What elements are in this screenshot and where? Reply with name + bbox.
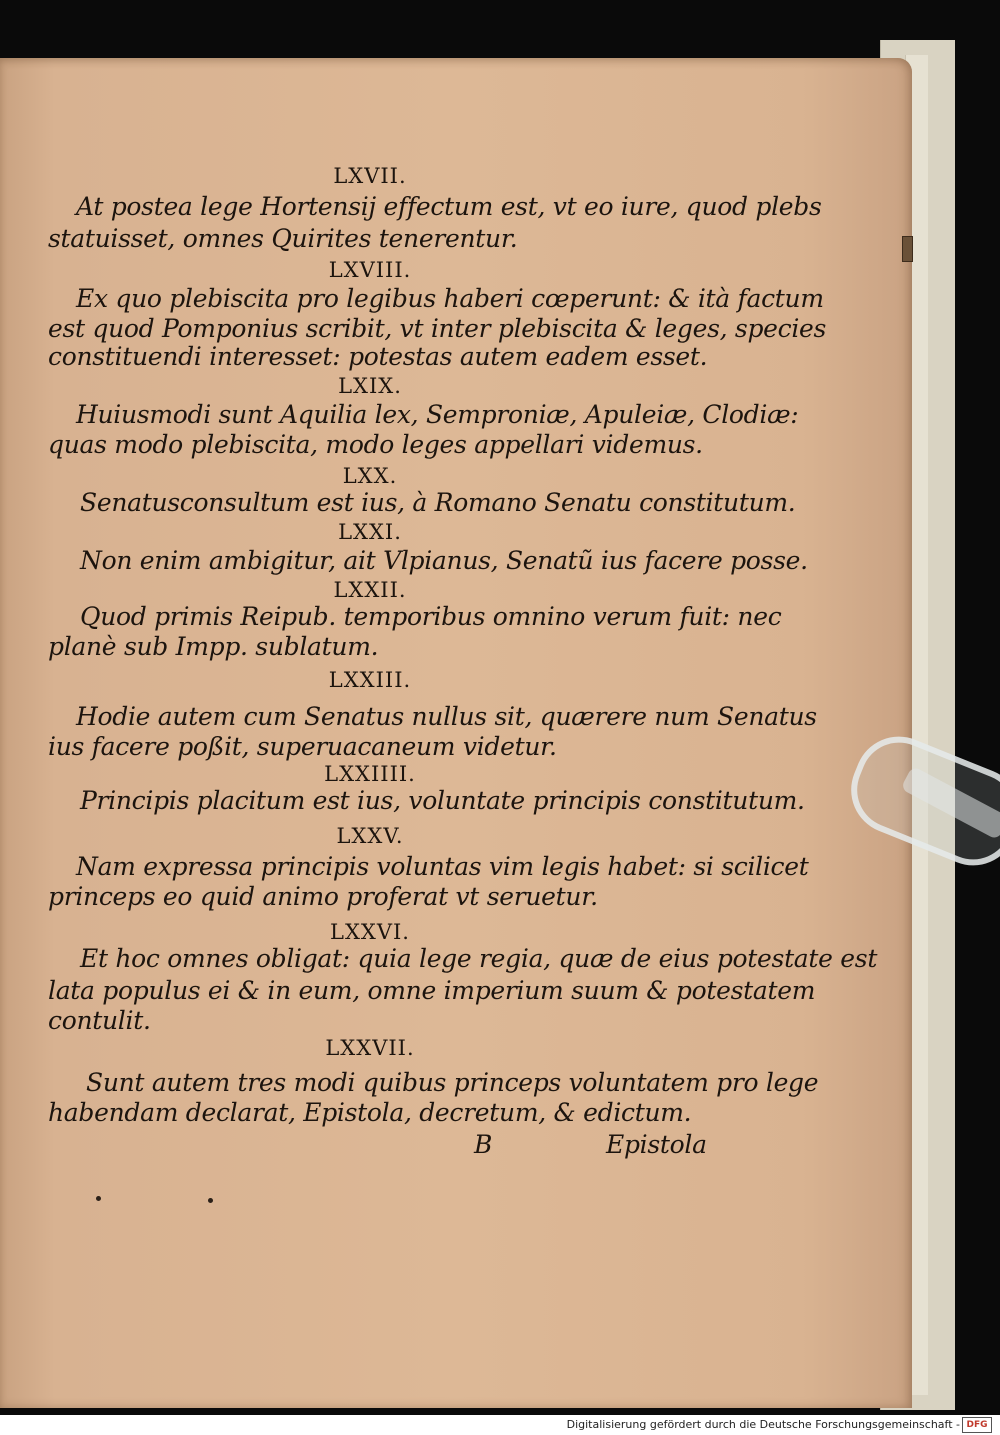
text-line: habendam declarat, Epistola, decretum, & edictum. [48,1098,692,1127]
dfg-logo-icon: DFG [962,1417,992,1433]
section-number: LXXVII. [325,1036,415,1060]
section-number: LXXVI. [330,920,410,944]
text-line: Sunt autem tres modi quibus princeps voluntatem pro lege [86,1068,819,1097]
text-line: statuisset, omnes Quirites tenerentur. [48,224,518,253]
text-line: Non enim ambigitur, ait Vlpianus, Senatũ ius facere posse. [80,546,808,575]
book-page [0,58,912,1408]
text-line: Principis placitum est ius, voluntate principis constitutum. [80,786,805,815]
text-line: Nam expressa principis voluntas vim legis habet: si scilicet [76,852,809,881]
text-line: contulit. [48,1006,151,1035]
section-number: LXXII. [333,578,407,602]
signature-mark: B [474,1130,493,1159]
catchword: Epistola [606,1130,707,1159]
ink-speck [96,1196,101,1201]
text-line: constituendi interesset: potestas autem eadem esset. [48,342,708,371]
text-line: Hodie autem cum Senatus nullus sit, quærere num Senatus [76,702,817,731]
footer-bar [0,1415,1000,1435]
text-line: est quod Pomponius scribit, vt inter plebiscita & leges, species [48,314,827,343]
section-number: LXIX. [338,374,402,398]
text-line: Senatusconsultum est ius, à Romano Senatu constitutum. [80,488,796,517]
text-line: Huiusmodi sunt Aquilia lex, Semproniæ, Apuleiæ, Clodiæ: [76,400,799,429]
text-line: Quod primis Reipub. temporibus omnino verum fuit: nec [80,602,782,631]
section-number: LXVII. [333,164,407,188]
section-number: LXXI. [338,520,402,544]
text-line: princeps eo quid animo proferat vt seruetur. [48,882,598,911]
section-number: LXXV. [336,824,404,848]
page-tab-marker [902,236,913,262]
text-line: lata populus ei & in eum, omne imperium suum & potestatem [48,976,816,1005]
text-line: At postea lege Hortensij effectum est, vt eo iure, quod plebs [76,192,822,221]
text-line: planè sub Impp. sublatum. [48,632,379,661]
funding-notice: Digitalisierung gefördert durch die Deutsche Forschungsgemeinschaft - [566,1418,960,1431]
text-line: quas modo plebiscita, modo leges appellari videmus. [48,430,703,459]
ink-speck [208,1198,213,1203]
text-line: ius facere poßit, superuacaneum videtur. [48,732,557,761]
page-text [0,58,900,1258]
section-number: LXXIII. [328,668,412,692]
section-number: LXX. [342,464,398,488]
section-number: LXXIIII. [324,762,416,786]
text-line: Ex quo plebiscita pro legibus haberi cœperunt: & ità factum [76,284,824,313]
text-line: Et hoc omnes obligat: quia lege regia, quæ de eius potestate est [80,944,878,973]
section-number: LXVIII. [328,258,412,282]
